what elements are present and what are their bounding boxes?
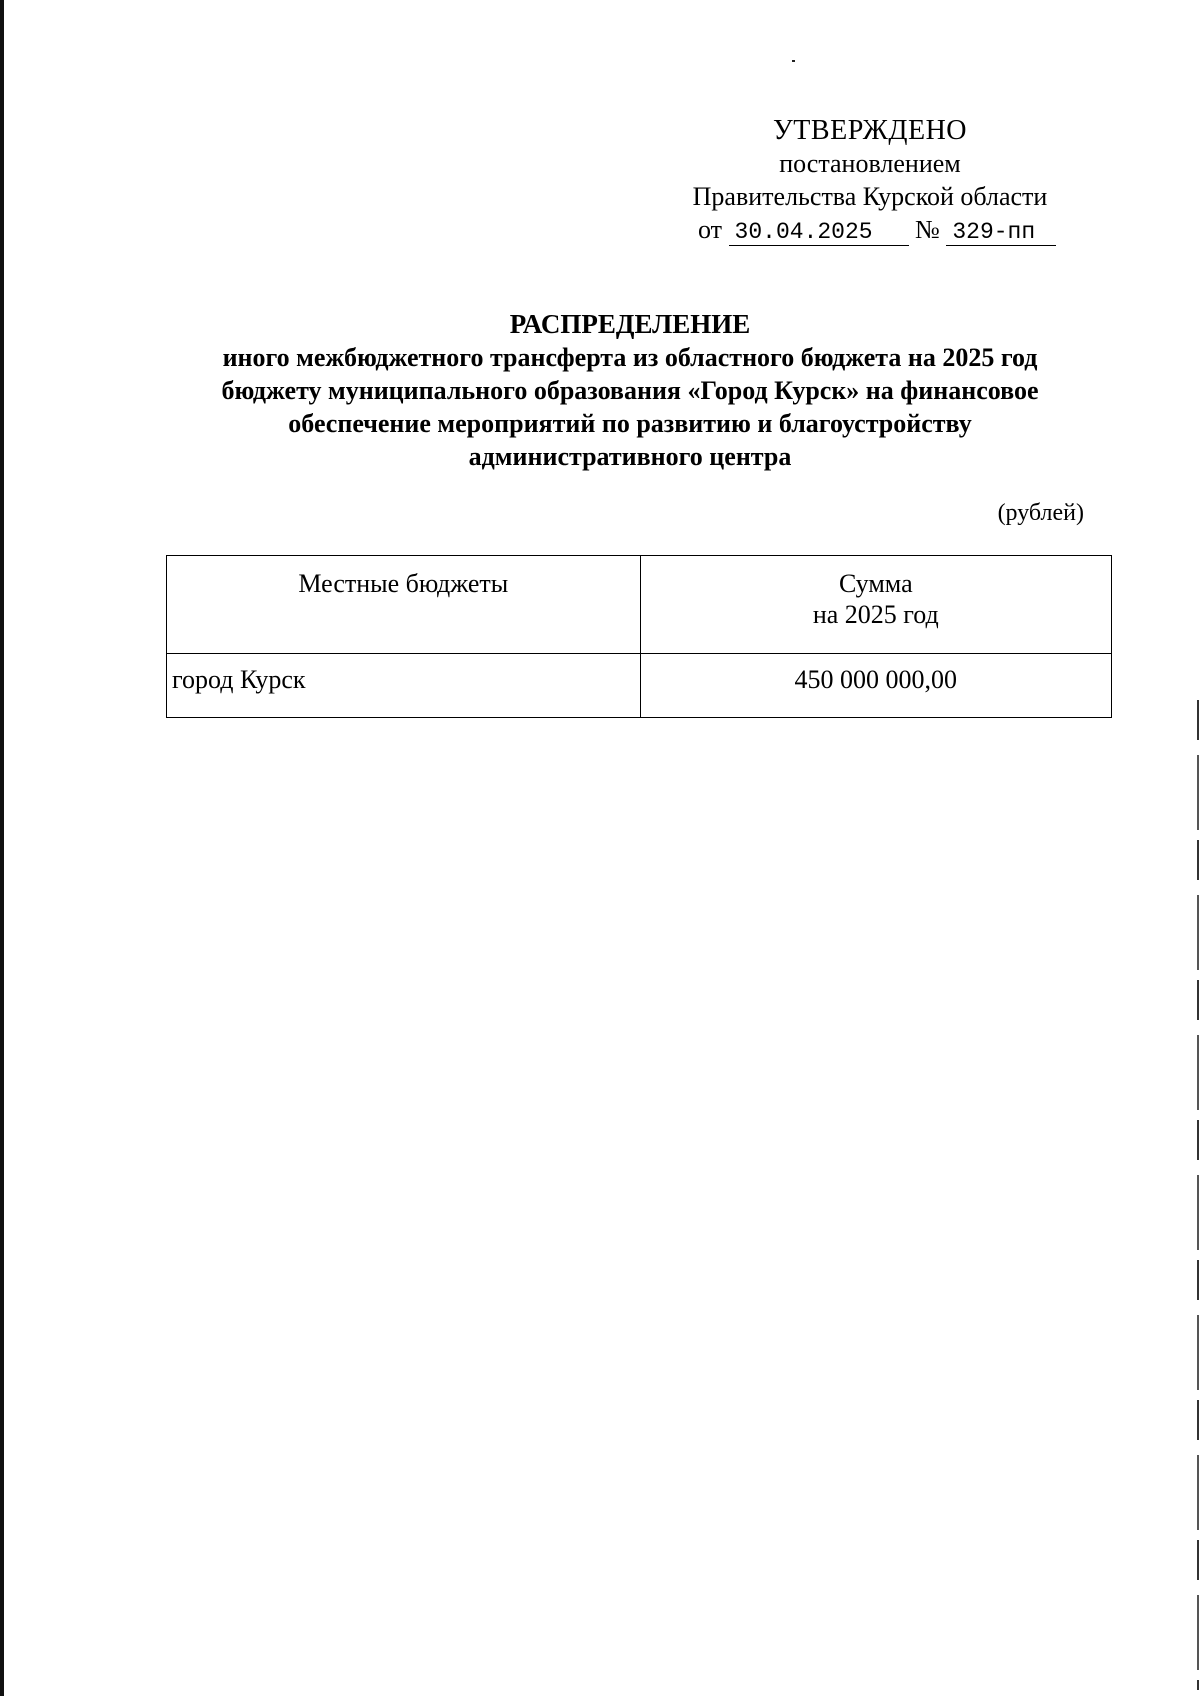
scan-speck <box>792 60 795 62</box>
heading-line-1: иного межбюджетного трансферта из областного бюджета на 2025 год <box>222 343 1038 372</box>
table-row <box>167 654 1112 718</box>
header-amount-line-1: Сумма <box>838 569 913 598</box>
header-amount <box>640 556 1111 654</box>
table-header-row <box>167 556 1112 654</box>
heading-line-4: административного центра <box>468 442 792 471</box>
approval-date-line <box>660 213 1080 246</box>
header-local-budgets: Местные бюджеты <box>167 556 641 654</box>
header-amount-line-2: на 2025 год <box>812 600 939 629</box>
approval-line-2: Правительства Курской области <box>692 182 1048 211</box>
row-budget-name: город Курск <box>167 654 641 718</box>
approval-title: УТВЕРЖДЕНО <box>772 115 968 146</box>
distribution-table <box>166 555 1112 718</box>
approval-line-1: постановлением <box>779 149 961 178</box>
approval-block <box>660 114 1080 246</box>
heading-line-3: обеспечение мероприятий по развитию и благоустройству <box>288 409 972 438</box>
date-prefix: от <box>698 215 723 244</box>
number-prefix: № <box>915 215 940 244</box>
approval-date: 30.04.2025 <box>729 219 909 246</box>
units-label: (рублей) <box>997 500 1084 526</box>
approval-number: 329-пп <box>946 219 1056 246</box>
scan-edge-right <box>1197 700 1199 1690</box>
heading-title: РАСПРЕДЕЛЕНИЕ <box>509 309 751 339</box>
heading-line-2: бюджету муниципального образования «Город Курск» на финансовое <box>221 376 1039 405</box>
row-amount: 450 000 000,00 <box>640 654 1111 718</box>
document-heading <box>130 308 1130 473</box>
scan-edge-left <box>0 0 4 1696</box>
